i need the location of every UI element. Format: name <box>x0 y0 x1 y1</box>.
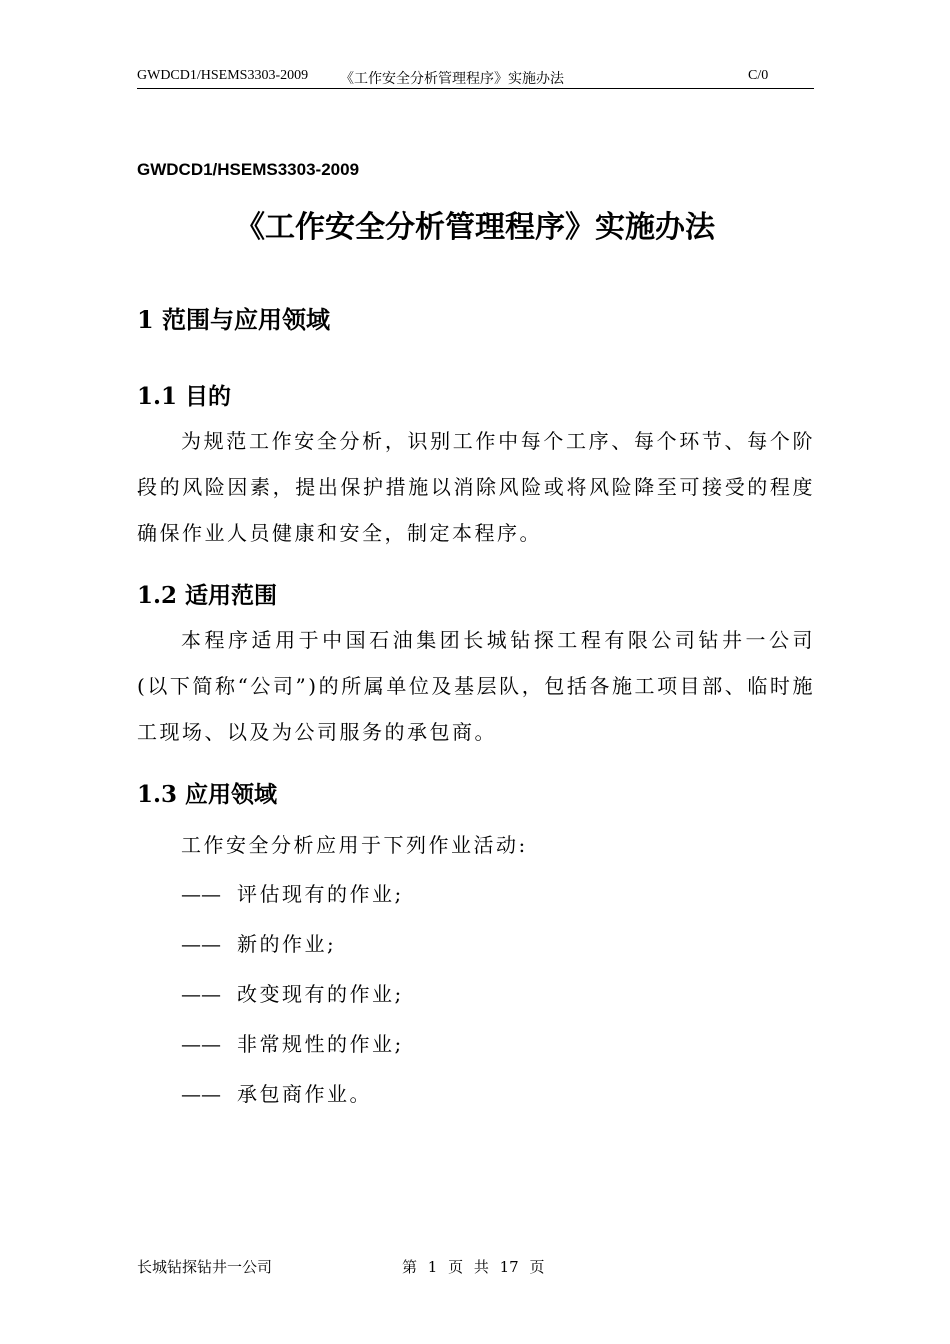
document-title: 《工作安全分析管理程序》实施办法 <box>235 210 715 245</box>
list-item <box>181 1028 404 1057</box>
section-1-2-heading: 1.2 适用范围 <box>137 582 278 609</box>
section-1-heading: 1 范围与应用领域 <box>137 305 331 334</box>
list-item <box>181 1078 372 1107</box>
list-item <box>181 978 404 1007</box>
list-item-text: 非常规性的作业; <box>237 1032 404 1056</box>
section-1-3-intro: 工作安全分析应用于下列作业活动: <box>181 833 528 857</box>
document-code: GWDCD1/HSEMS3303-2009 <box>137 160 360 179</box>
list-item-text: 新的作业; <box>237 932 337 956</box>
page-header <box>137 66 814 89</box>
section-1-1-body: 为规范工作安全分析，识别工作中每个工序、每个环节、每个阶段的风险因素，提出保护措施以消除风险或将风险降至可接受的程度确保作业人员健康和安全，制定本程序。 <box>137 429 815 545</box>
list-item-text: 改变现有的作业; <box>237 982 404 1006</box>
dash-marker: —— <box>181 1032 221 1056</box>
section-1-3-heading: 1.3 应用领域 <box>137 781 278 808</box>
footer-company: 长城钻探钻井一公司 <box>137 1258 273 1276</box>
header-revision: C/0 <box>748 68 769 83</box>
list-item-text: 承包商作业。 <box>237 1082 372 1106</box>
list-item-text: 评估现有的作业; <box>237 882 404 906</box>
dash-marker: —— <box>181 1082 221 1106</box>
dash-marker: —— <box>181 882 221 906</box>
section-1-2-body: 本程序适用于中国石油集团长城钻探工程有限公司钻井一公司(以下简称“公司”)的所属单位及基层队，包括各施工项目部、临时施工现场、以及为公司服务的承包商。 <box>137 628 815 744</box>
dash-marker: —— <box>181 982 221 1006</box>
list-item <box>181 928 336 957</box>
section-1-1-heading: 1.1 目的 <box>137 383 232 410</box>
footer-page-number: 第 1 页 共 17 页 <box>402 1258 545 1276</box>
header-doc-title: 《工作安全分析管理程序》实施办法 <box>340 72 564 87</box>
dash-marker: —— <box>181 932 221 956</box>
list-item <box>181 878 404 907</box>
header-doc-code: GWDCD1/HSEMS3303-2009 <box>137 68 309 83</box>
